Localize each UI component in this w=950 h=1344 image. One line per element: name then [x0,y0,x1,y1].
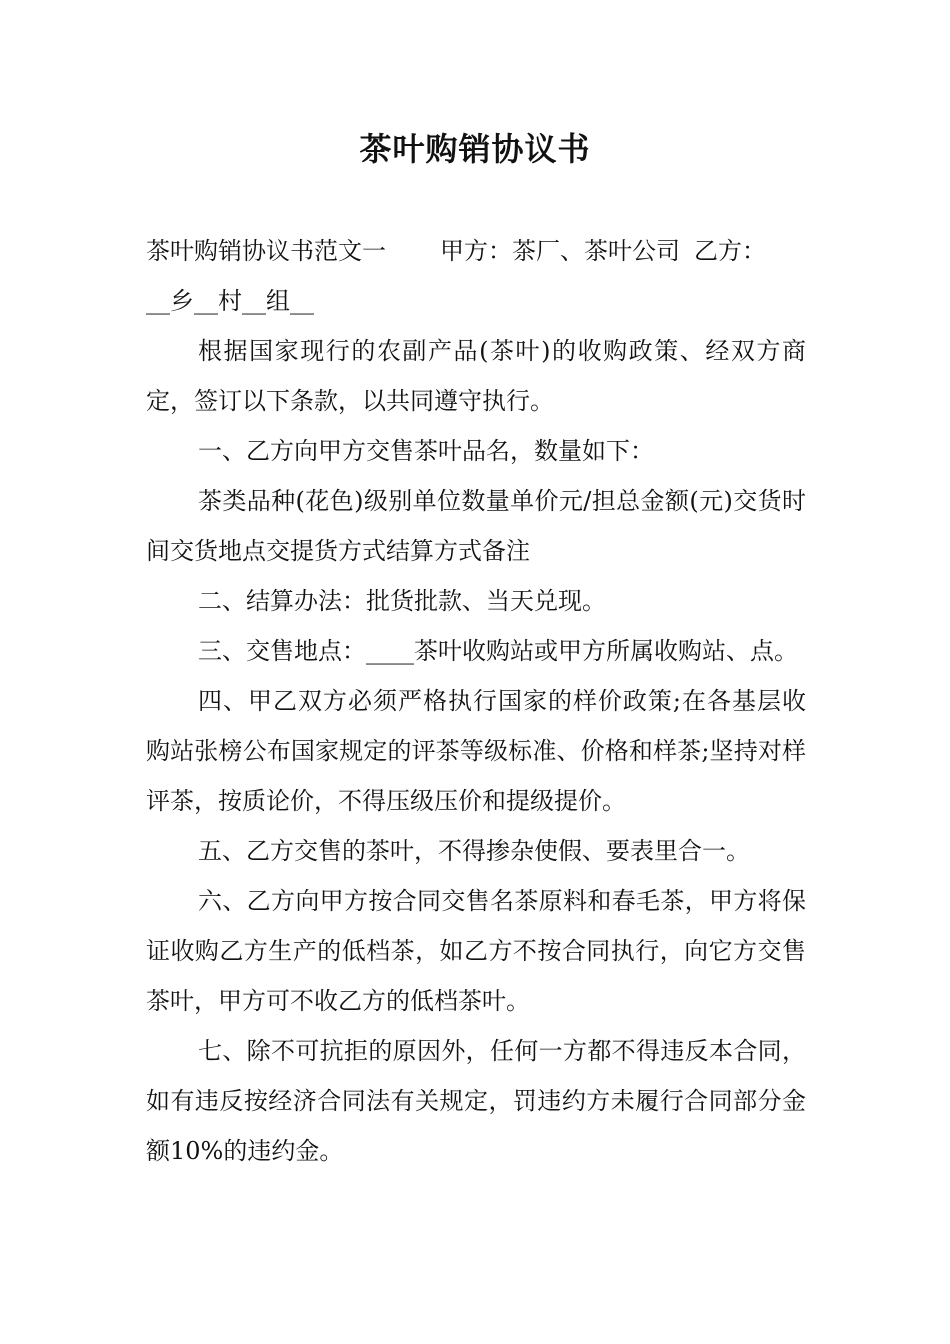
paragraph-clause-7: 七、除不可抗拒的原因外，任何一方都不得违反本合同，如有违反按经济合同法有关规定，罚违约方未履行合同部分金额10%的违约金。 [146,1037,806,1165]
paragraph-intro: 根据国家现行的农副产品(茶叶)的收购政策、经双方商定，签订以下条款，以共同遵守执行。 [146,337,806,415]
paragraph-clause-6: 六、乙方向甲方按合同交售名茶原料和春毛茶，甲方将保证收购乙方生产的低档茶，如乙方不按合同执行，向它方交售茶叶，甲方可不收乙方的低档茶叶。 [146,887,806,1015]
paragraph-clause-4: 四、甲乙双方必须严格执行国家的样价政策;在各基层收购站张榜公布国家规定的评茶等级标准、价格和样茶;坚持对样评茶，按质论价，不得压级压价和提级提价。 [146,687,806,815]
paragraph-table-fields: 茶类品种(花色)级别单位数量单价元/担总金额(元)交货时间交货地点交提货方式结算方式备注 [146,487,806,565]
party-b-address: __乡__村__组__ [146,287,314,315]
paragraph-clause-1: 一、乙方向甲方交售茶叶品名，数量如下： [198,437,654,465]
sample-label: 茶叶购销协议书范文一 [146,237,386,265]
paragraph-clause-2: 二、结算办法：批货批款、当天兑现。 [198,587,606,615]
document-body [146,226,806,1176]
paragraph-clause-3: 三、交售地点：____茶叶收购站或甲方所属收购站、点。 [198,637,798,665]
party-b: 乙方： [694,237,766,265]
paragraph-clause-5: 五、乙方交售的茶叶，不得掺杂使假、要表里合一。 [198,837,750,865]
document-title: 茶叶购销协议书 [359,130,591,168]
party-a: 甲方：茶厂、茶叶公司 [440,237,680,265]
header-line [146,226,806,276]
